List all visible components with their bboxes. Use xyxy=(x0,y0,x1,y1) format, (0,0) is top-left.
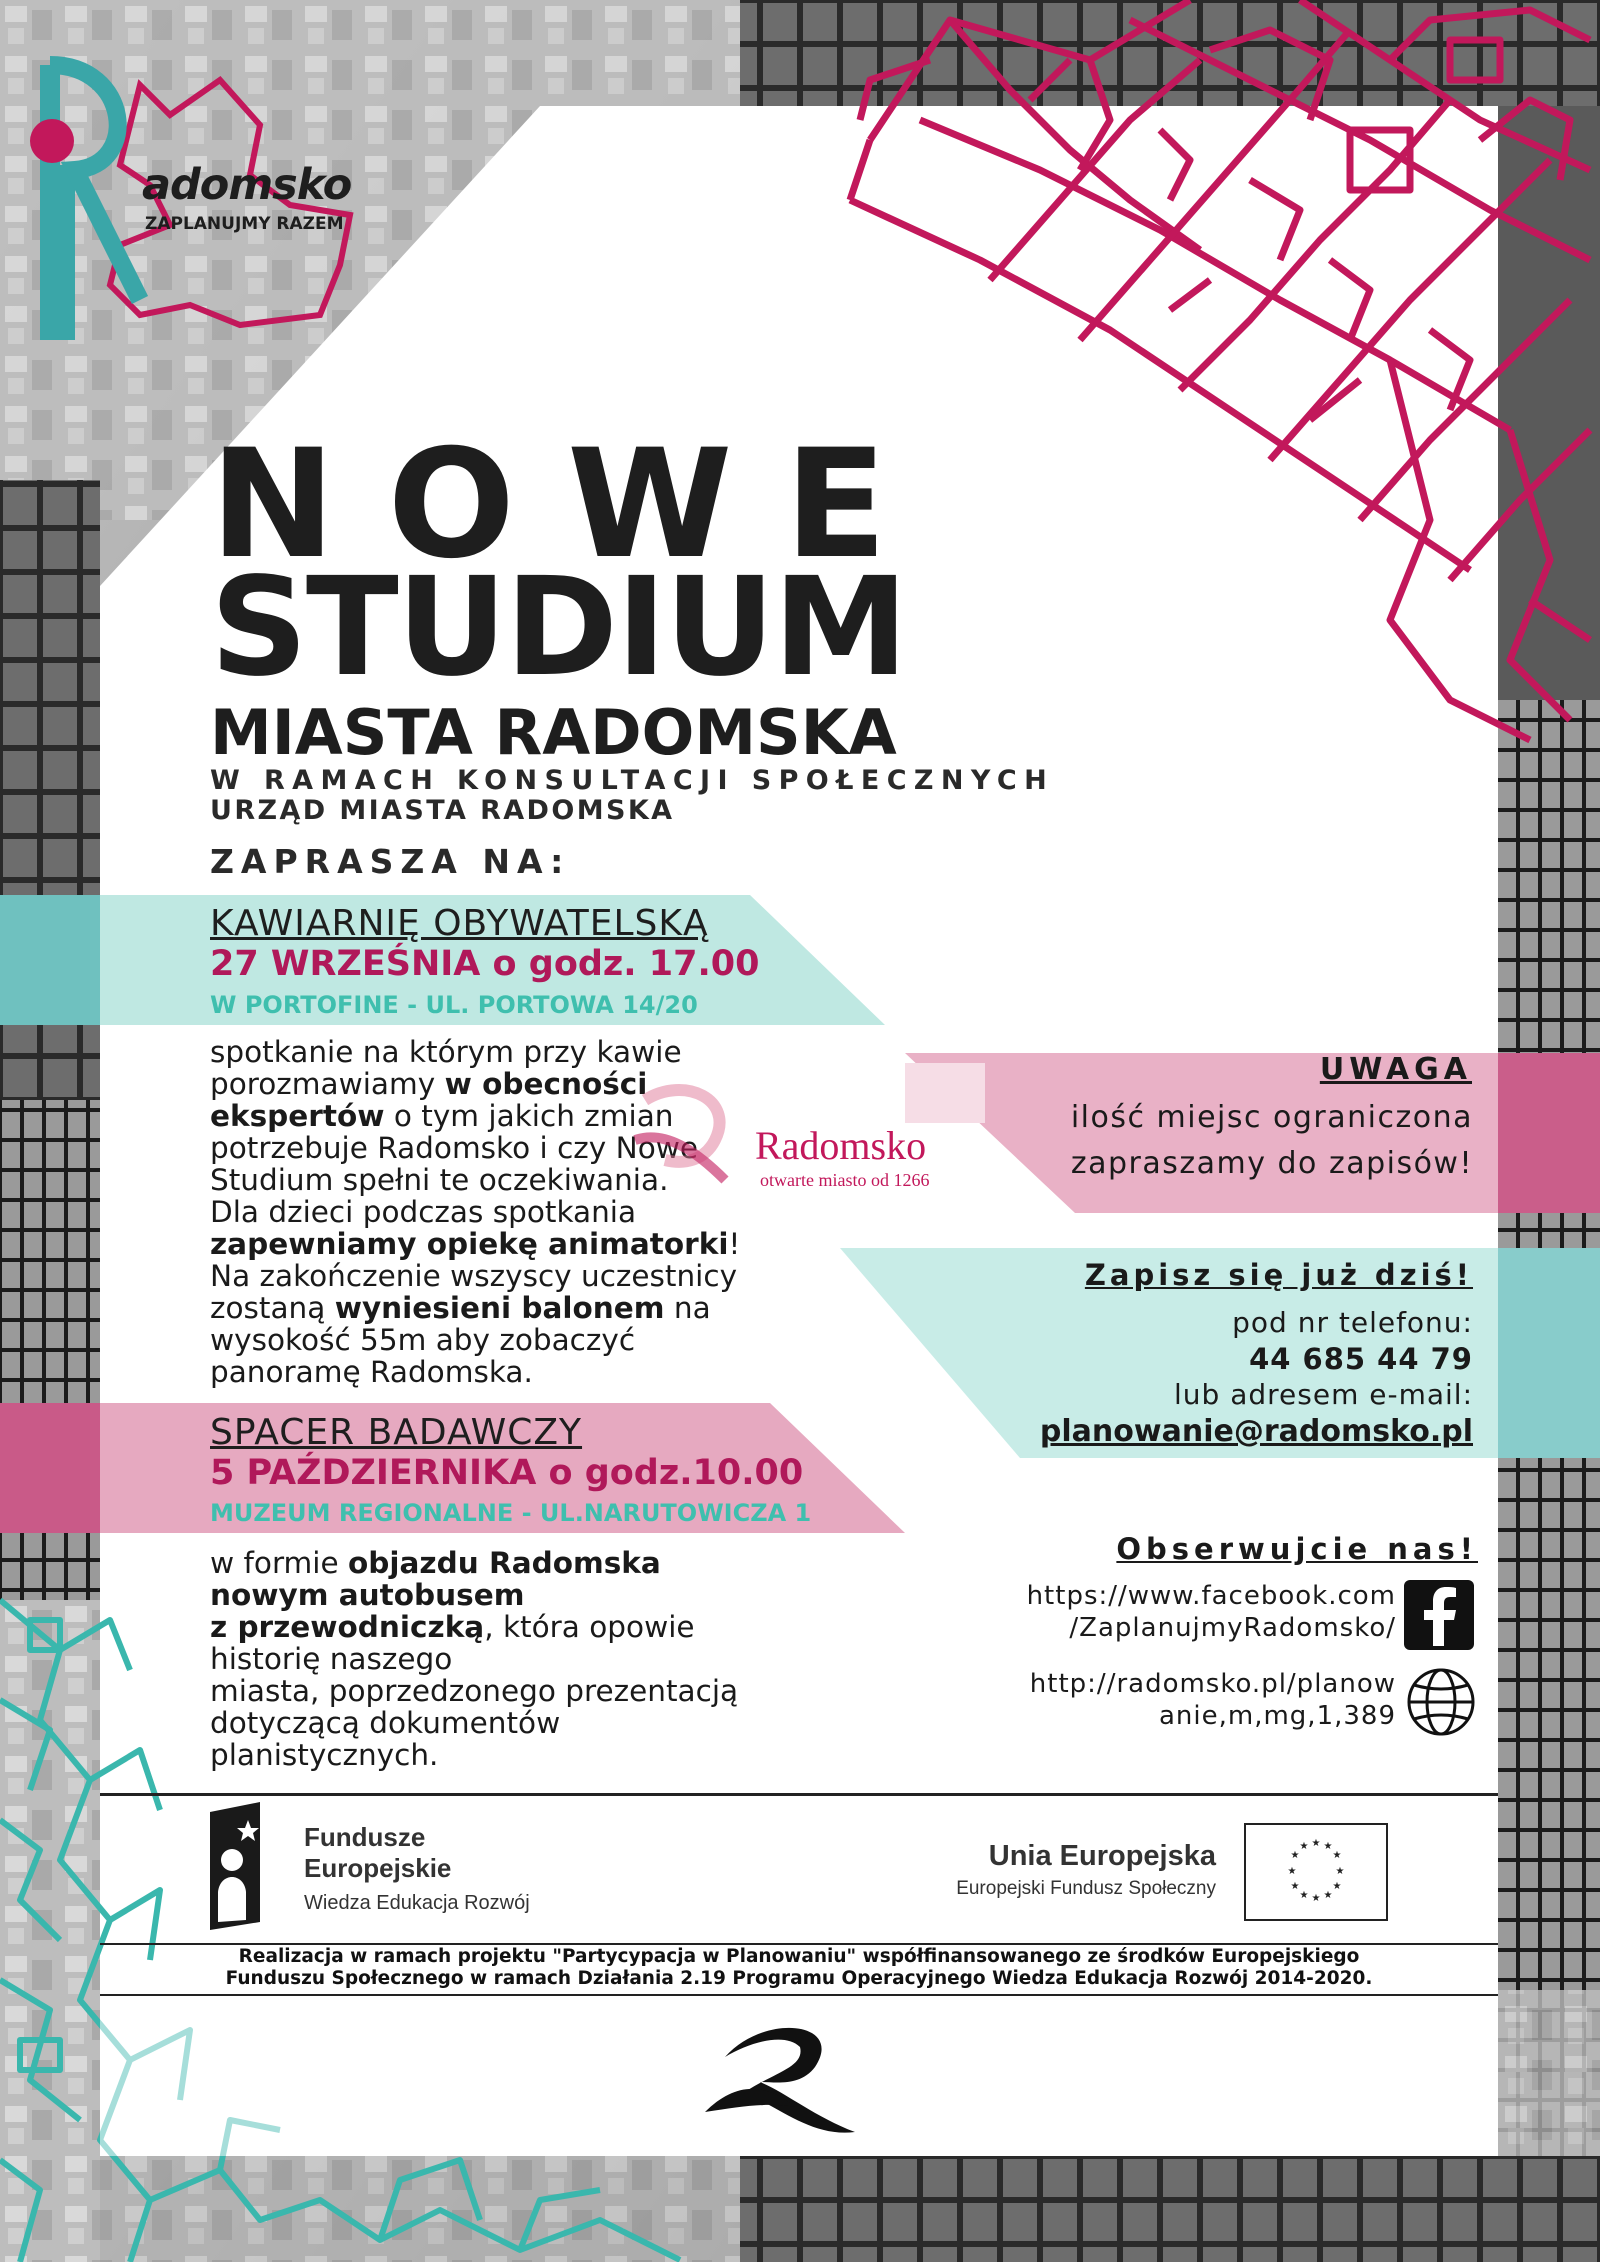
svg-text:★: ★ xyxy=(1290,1881,1300,1892)
svg-text:★: ★ xyxy=(1332,1881,1342,1892)
desc-line: miasta, poprzedzonego prezentacją xyxy=(210,1674,739,1708)
desc-text: zostaną xyxy=(210,1291,335,1325)
desc-line: Studium spełni te oczekiwania. xyxy=(210,1163,669,1197)
desc-bold: w obecności xyxy=(444,1067,648,1101)
signup-phone-label: pod nr telefonu: xyxy=(1232,1306,1473,1339)
website-link-line[interactable]: http://radomsko.pl/planow xyxy=(1029,1669,1396,1699)
event2-description xyxy=(210,1547,810,1771)
event2-band-edge xyxy=(0,1403,100,1533)
facebook-link[interactable] xyxy=(900,1580,1396,1644)
desc-bold: zapewniamy opiekę animatorki xyxy=(210,1227,729,1261)
svg-text:★: ★ xyxy=(1323,1841,1333,1852)
desc-bold: ekspertów xyxy=(210,1099,385,1133)
follow-heading: Obserwujcie nas! xyxy=(1116,1532,1478,1566)
notice-heading: UWAGA xyxy=(1319,1052,1472,1087)
radomsko-watermark-logo xyxy=(625,1080,755,1190)
svg-text:★: ★ xyxy=(1323,1890,1333,1901)
desc-bold: z przewodniczką xyxy=(210,1610,485,1644)
fe-name-1: Fundusze xyxy=(304,1822,426,1852)
footer-note-line: Realizacja w ramach projektu "Partycypacja w Planowaniu" współfinansowanego ze środków Europejskiego xyxy=(238,1946,1360,1967)
eu-flag-icon xyxy=(1244,1823,1388,1921)
watermark-tagline: otwarte miasto od 1266 xyxy=(760,1170,930,1190)
signup-phone[interactable]: 44 685 44 79 xyxy=(1249,1342,1473,1376)
desc-text: porozmawiamy xyxy=(210,1067,445,1101)
event2-date: 5 PAŹDZIERNIKA o godz.10.00 xyxy=(210,1453,804,1493)
event2-title: SPACER BADAWCZY xyxy=(210,1412,583,1453)
signup-heading: Zapisz się już dziś! xyxy=(1084,1258,1473,1292)
subtitle-consultations: W RAMACH KONSULTACJI SPOŁECZNYCH xyxy=(210,765,1055,796)
title-line-2: STUDIUM xyxy=(210,549,907,707)
svg-text:★: ★ xyxy=(1299,1841,1309,1852)
desc-line: dotyczącą dokumentów xyxy=(210,1706,561,1740)
footer-divider xyxy=(100,1943,1498,1945)
eu-name: Unia Europejska xyxy=(988,1840,1216,1872)
desc-line xyxy=(210,1292,770,1324)
title-line-3: MIASTA RADOMSKA xyxy=(210,696,897,769)
desc-line xyxy=(210,1228,770,1260)
event2-place: MUZEUM REGIONALNE - UL.NARUTOWICZA 1 xyxy=(210,1499,812,1527)
signup-band-edge xyxy=(1498,1248,1600,1458)
facebook-icon[interactable] xyxy=(1404,1580,1474,1650)
footer-funding-note xyxy=(100,1946,1498,1990)
desc-line: Dla dzieci podczas spotkania xyxy=(210,1195,637,1229)
eu-subtitle: Europejski Fundusz Społeczny xyxy=(956,1878,1216,1899)
globe-icon[interactable] xyxy=(1404,1667,1478,1737)
svg-text:★: ★ xyxy=(1311,1838,1321,1849)
event1-date: 27 WRZEŚNIA o godz. 17.00 xyxy=(210,944,760,984)
fe-subtitle: Wiedza Edukacja Rozwój xyxy=(304,1892,530,1914)
desc-text: na xyxy=(664,1291,711,1325)
desc-text: , która opowie xyxy=(484,1610,695,1644)
desc-line: planistycznych. xyxy=(210,1738,439,1772)
radomsko-emblem xyxy=(705,2012,855,2147)
facebook-link-line[interactable]: https://www.facebook.com xyxy=(1026,1581,1396,1611)
desc-line: potrzebuje Radomsko i czy Nowe xyxy=(210,1131,699,1165)
desc-bold: nowym autobusem xyxy=(210,1578,525,1612)
desc-bold: wyniesieni balonem xyxy=(334,1291,665,1325)
logo-tagline: ZAPLANUJMY RAZEM xyxy=(145,214,344,234)
event1-place: W PORTOFINE - UL. PORTOWA 14/20 xyxy=(210,991,698,1019)
svg-text:★: ★ xyxy=(1332,1850,1342,1861)
event1-band-edge xyxy=(0,895,100,1025)
svg-text:★: ★ xyxy=(1290,1850,1300,1861)
svg-text:★: ★ xyxy=(1299,1890,1309,1901)
desc-text: w formie xyxy=(210,1546,349,1580)
signup-email-label: lub adresem e-mail: xyxy=(1174,1378,1473,1411)
fundusze-europejskie-logo-icon xyxy=(210,1802,276,1930)
notice-line-1: ilość miejsc ograniczona xyxy=(1070,1100,1473,1135)
website-link-line[interactable]: anie,m,mg,1,389 xyxy=(1158,1701,1396,1731)
notice-band-edge xyxy=(1498,1053,1600,1213)
watermark-name: Radomsko xyxy=(755,1123,927,1168)
desc-line: panoramę Radomska. xyxy=(210,1355,533,1389)
svg-text:★: ★ xyxy=(1311,1893,1321,1904)
desc-line xyxy=(210,1547,810,1579)
street-map-graphic xyxy=(830,0,1600,760)
footer-divider xyxy=(100,1793,1498,1796)
facebook-link-line[interactable]: /ZaplanujmyRadomsko/ xyxy=(1069,1613,1396,1643)
logo-name: adomsko xyxy=(142,160,352,210)
desc-text: o tym jakich zmian xyxy=(384,1099,674,1133)
desc-line: wysokość 55m aby zobaczyć xyxy=(210,1323,636,1357)
signup-email-link[interactable]: planowanie@radomsko.pl xyxy=(1039,1414,1473,1449)
subtitle-organizer: URZĄD MIASTA RADOMSKA xyxy=(210,795,675,826)
svg-text:★: ★ xyxy=(1287,1866,1297,1877)
title-line-1: NOWE xyxy=(210,418,939,592)
desc-line xyxy=(210,1579,810,1611)
event1-title: KAWIARNIĘ OBYWATELSKĄ xyxy=(210,903,709,944)
notice-line-2: zapraszamy do zapisów! xyxy=(1070,1146,1473,1181)
website-link[interactable] xyxy=(900,1668,1396,1732)
desc-line: Na zakończenie wszyscy uczestnicy xyxy=(210,1259,738,1293)
invite-heading: ZAPRASZA NA: xyxy=(210,842,571,881)
desc-text: ! xyxy=(728,1227,741,1261)
fe-name-2: Europejskie xyxy=(304,1853,452,1883)
desc-bold: objazdu Radomska xyxy=(348,1546,661,1580)
desc-line: historię naszego xyxy=(210,1642,453,1676)
desc-line xyxy=(210,1611,810,1643)
desc-line: spotkanie na którym przy kawie xyxy=(210,1035,682,1069)
svg-text:★: ★ xyxy=(1335,1866,1345,1877)
footer-note-line: Funduszu Społecznego w ramach Działania 2.19 Programu Operacyjnego Wiedza Edukacja Rozwój 2014-2020. xyxy=(225,1968,1373,1989)
